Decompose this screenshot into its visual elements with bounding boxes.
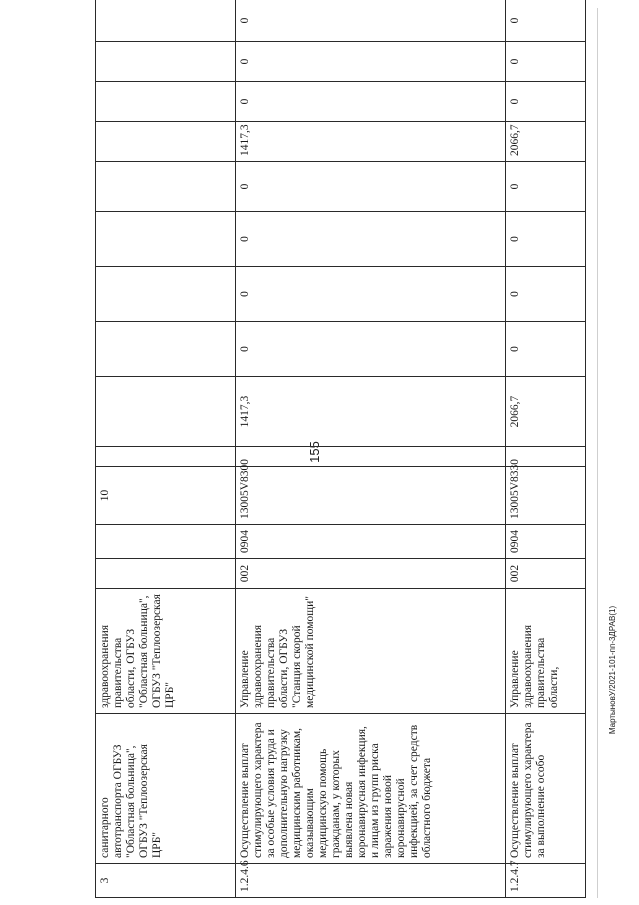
row-index: 1.2.4.7 xyxy=(506,864,586,898)
row-name: санитарного автотранспорта ОГБУЗ "Областная больница", ОГБУЗ "Теплоозерская ЦРБ" xyxy=(96,714,236,864)
row-name: Осуществление выплат стимулирующего характера за особые условия труда и дополнительную нагрузку медицинским работникам, оказывающим медицинскую помощь гражданам, у которых выявлена новая коронавирусная инфекция, и лицам из групп риска заражения новой коронавирусной инфекцией, за счет средств областного бюджета xyxy=(236,714,506,864)
row-val-g xyxy=(96,82,236,122)
table-row xyxy=(506,0,586,898)
row-val-d: 0 xyxy=(236,212,506,267)
row-val-e xyxy=(96,162,236,212)
row-name: Осуществление выплат стимулирующего характера за выполнение особо xyxy=(506,714,586,864)
document-footer xyxy=(603,440,617,900)
row-val-f: 1417,3 xyxy=(236,122,506,162)
row-csr: 10 xyxy=(96,467,236,525)
budget-table xyxy=(95,0,586,898)
budget-table-rotated xyxy=(95,10,585,898)
row-val-f xyxy=(96,122,236,162)
row-val-c: 0 xyxy=(506,267,586,322)
row-grbs: 002 xyxy=(236,559,506,589)
row-val-e: 0 xyxy=(236,162,506,212)
row-csr: 13005V8300 xyxy=(236,467,506,525)
row-org: Управление здравоохранения правительства области, ОГБУЗ "Станция скорой медицинской помощи" xyxy=(236,589,506,714)
row-val-h: 0 xyxy=(236,42,506,82)
row-val-c: 0 xyxy=(236,267,506,322)
row-val-d xyxy=(96,212,236,267)
row-val-i xyxy=(96,0,236,42)
row-val-a: 1417,3 xyxy=(236,377,506,447)
table-row xyxy=(236,0,506,898)
row-org: здравоохранения правительства области, ОГБУЗ "Областная больница", ОГБУЗ "Теплоозерская ЦРБ" xyxy=(96,589,236,714)
row-rz: 0904 xyxy=(236,525,506,559)
row-grbs xyxy=(96,559,236,589)
row-val-h xyxy=(96,42,236,82)
row-val-g: 0 xyxy=(506,82,586,122)
row-rz xyxy=(96,525,236,559)
row-val-a: 2066,7 xyxy=(506,377,586,447)
row-val-a xyxy=(96,377,236,447)
row-val-i: 0 xyxy=(506,0,586,42)
row-val-b: 0 xyxy=(236,322,506,377)
table-row xyxy=(96,0,236,898)
row-index: 3 xyxy=(96,864,236,898)
row-index: 1.2.4.6 xyxy=(236,864,506,898)
row-org: Управление здравоохранения правительства области, xyxy=(506,589,586,714)
row-val-b xyxy=(96,322,236,377)
row-val-d: 0 xyxy=(506,212,586,267)
row-rz: 0904 xyxy=(506,525,586,559)
row-val-h: 0 xyxy=(506,42,586,82)
row-vr xyxy=(96,447,236,467)
row-vr xyxy=(236,447,506,467)
row-val-b: 0 xyxy=(506,322,586,377)
scan-fold-line xyxy=(597,8,598,898)
row-csr: 13005V8330 xyxy=(506,467,586,525)
row-val-i: 0 xyxy=(236,0,506,42)
row-val-g: 0 xyxy=(236,82,506,122)
row-val-e: 0 xyxy=(506,162,586,212)
row-val-f: 2066,7 xyxy=(506,122,586,162)
budget-table-container xyxy=(95,10,585,898)
row-val-c xyxy=(96,267,236,322)
footer-text: МартыновУ/2021-101-пп-3ДРАВ(1) xyxy=(608,605,617,735)
row-grbs: 002 xyxy=(506,559,586,589)
page-number-text: 155 xyxy=(307,441,322,463)
